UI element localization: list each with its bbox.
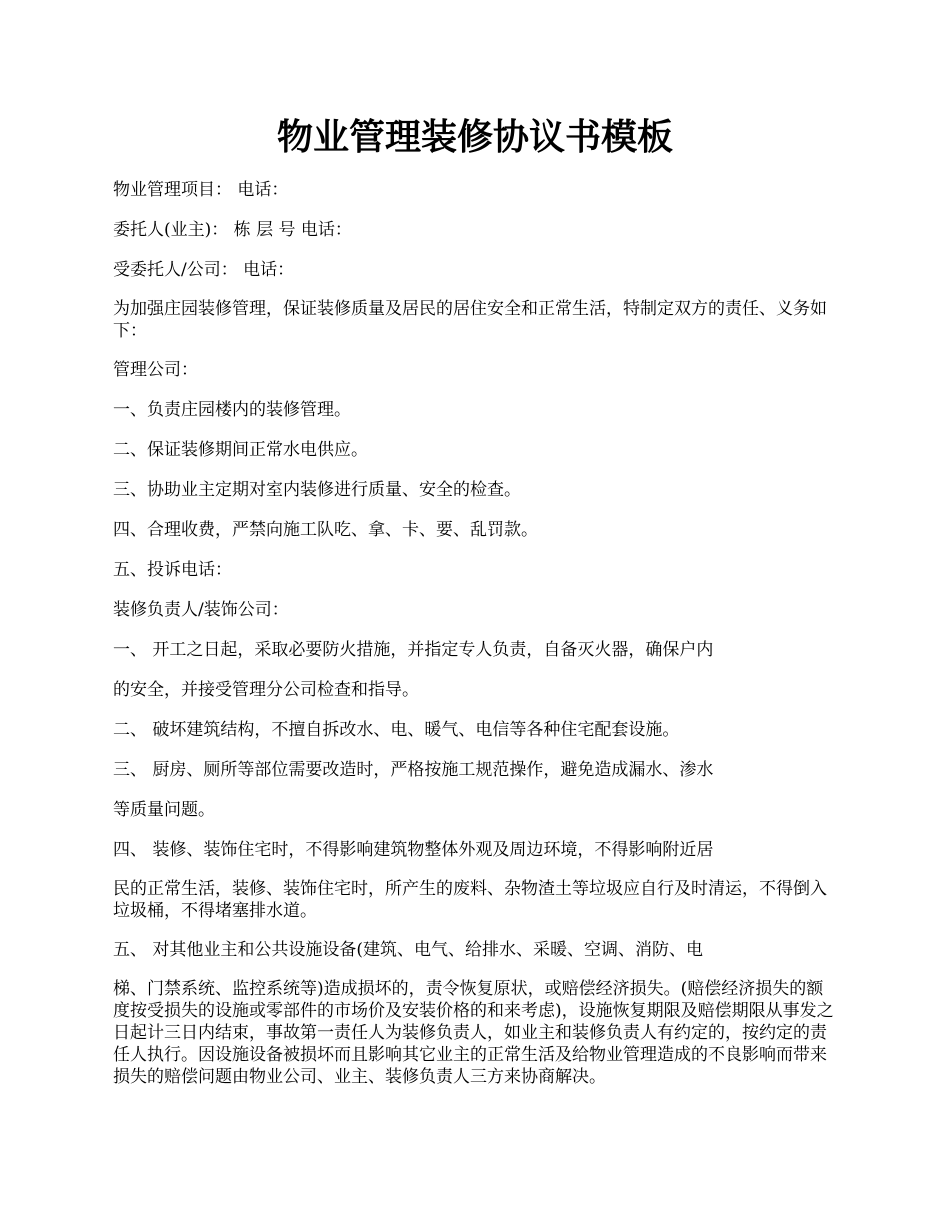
- decorator-item-5-cont: 梯、门禁系统、监控系统等)造成损坏的，责令恢复原状，或赔偿经济损失。(赔偿经济损失的额度按受损失的设施或零部件的市场价及安装价格的和来考虑)，设施恢复期限及赔偿期限从事发之日起计三日内结束，事故第一责任人为装修负责人，如业主和装修负责人有约定的，按约定的责任人执行。因设施设备被损坏而且影响其它业主的正常生活及给物业管理造成的不良影响而带来损失的赔偿问题由物业公司、业主、装修负责人三方来协商解决。: [113, 979, 834, 1087]
- decorator-item-1-cont: 的安全，并接受管理分公司检查和指导。: [113, 680, 419, 700]
- section-heading-decorator: 装修负责人/装饰公司：: [113, 600, 289, 620]
- document-body: [113, 178, 840, 1104]
- document-title: 物业管理装修协议书模板: [276, 116, 673, 158]
- management-item-5: 五、投诉电话：: [113, 560, 232, 580]
- management-item-1: 一、负责庄园楼内的装修管理。: [113, 400, 351, 420]
- paragraph-client: 委托人(业主)： 栋 层 号 电话：: [113, 220, 352, 240]
- paragraph-intro: 为加强庄园装修管理，保证装修质量及居民的居住安全和正常生活，特制定双方的责任、义务如下：: [113, 299, 827, 341]
- paragraph-project: 物业管理项目： 电话：: [113, 180, 289, 200]
- decorator-item-4: 四、 装修、装饰住宅时，不得影响建筑物整体外观及周边环境，不得影响附近居: [113, 840, 714, 860]
- decorator-item-4-cont: 民的正常生活，装修、装饰住宅时，所产生的废料、杂物渣土等垃圾应自行及时清运，不得倒入垃圾桶，不得堵塞排水道。: [113, 879, 827, 921]
- management-item-3: 三、协助业主定期对室内装修进行质量、安全的检查。: [113, 480, 521, 500]
- decorator-item-1: 一、 开工之日起，采取必要防火措施，并指定专人负责，自备灭火器，确保户内: [113, 640, 714, 660]
- paragraph-contractor: 受委托人/公司： 电话：: [113, 260, 295, 280]
- section-heading-management: 管理公司：: [113, 360, 198, 380]
- decorator-item-3-cont: 等质量问题。: [113, 800, 215, 820]
- decorator-item-2: 二、 破坏建筑结构，不擅自拆改水、电、暖气、电信等各种住宅配套设施。: [113, 720, 680, 740]
- decorator-item-5: 五、 对其他业主和公共设施设备(建筑、电气、给排水、采暖、空调、消防、电: [113, 940, 704, 960]
- decorator-item-3: 三、 厨房、厕所等部位需要改造时，严格按施工规范操作，避免造成漏水、渗水: [113, 760, 714, 780]
- management-item-2: 二、保证装修期间正常水电供应。: [113, 440, 368, 460]
- management-item-4: 四、合理收费，严禁向施工队吃、拿、卡、要、乱罚款。: [113, 520, 538, 540]
